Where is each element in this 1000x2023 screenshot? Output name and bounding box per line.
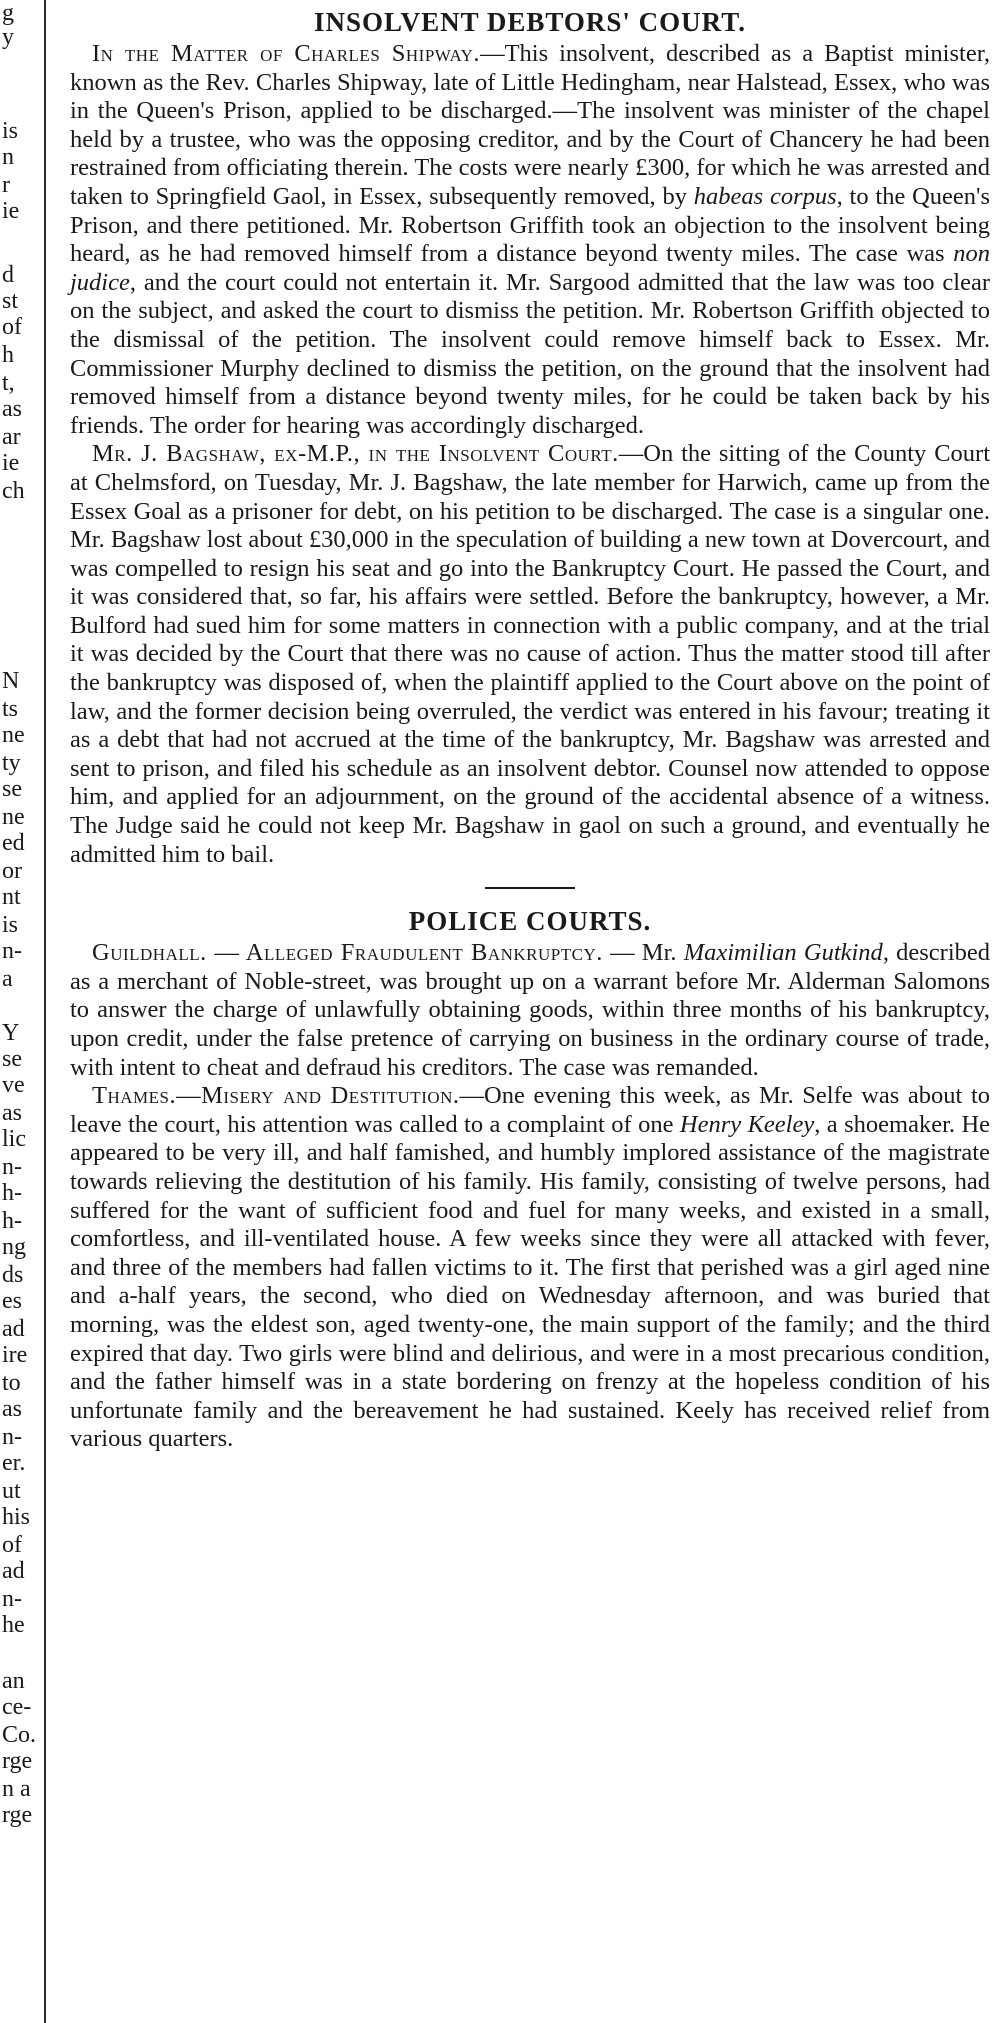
section-separator-rule xyxy=(485,887,575,889)
adjacent-column-fragment: he xyxy=(2,1612,25,1638)
adjacent-column-fragment: ar xyxy=(2,424,21,450)
adjacent-column-fragment: st xyxy=(2,288,19,314)
paragraph-lead-thames: Thames.—Misery and Destitution. xyxy=(92,1082,460,1110)
article-paragraph-thames xyxy=(70,1082,990,1454)
paragraph-lead-shipway: In the Matter of Charles Shipway. xyxy=(92,40,481,67)
article-heading-police-courts: POLICE COURTS. xyxy=(408,906,652,937)
adjacent-column-fragment: ng xyxy=(2,1234,26,1260)
adjacent-column-fragment: N xyxy=(2,668,20,694)
adjacent-column-fragment: as xyxy=(2,396,22,422)
paragraph-text: , to the Queen's Prison, and there petitioned. Mr. Robertson Griffith took an objection to the insolvent being heard, as he had removed himself from a distance beyond twenty miles. The case was xyxy=(70,182,990,268)
paragraph-text: —On the sitting of the County Court at Chelmsford, on Tuesday, Mr. J. Bagshaw, the late member for Harwich, came up from the Essex Goal as a prisoner for debt, on his petition to be discharged. The case is a singular one. Mr. Bagshaw lost about £30,000 in the speculation of building a new town at Dovercourt, and was compelled to resign his seat and go into the Bankruptcy Court. He passed the Court, and it was considered that, so far, his affairs were settled. Before the bankruptcy, however, a Mr. Bulford had sued him for some matters in connection with a public company, and at the trial it was decided by the Court that there was no cause of action. Thus the matter stood till after the bankruptcy was disposed of, when the plaintiff applied to the Court above on the point of law, and the former decision being overruled, the verdict was entered in his favour; treating it as a debt that had not accrued at the time of the bankruptcy, Mr. Bagshaw was arrested and sent to prison, and filed his schedule as an insolvent debtor. Counsel now attended to oppose him, and applied for an adjournment, on the ground of the accidental absence of a witness. The Judge said he could not keep Mr. Bagshaw in gaol on such a ground, and eventually he admitted him to bail. xyxy=(70,440,991,868)
adjacent-column-fragment: n xyxy=(2,144,14,170)
adjacent-column-fragment: ed xyxy=(2,830,25,856)
adjacent-column-fragment: ad xyxy=(2,1558,25,1584)
adjacent-column-fragment: an xyxy=(2,1668,25,1694)
article-paragraph-bagshaw xyxy=(70,440,990,869)
adjacent-column-fragment: to xyxy=(2,1370,21,1396)
adjacent-column-fragment: n- xyxy=(2,1424,22,1450)
adjacent-column-fragment: of xyxy=(2,1532,22,1558)
adjacent-column-fragment: se xyxy=(2,1046,22,1072)
adjacent-column-fragment: ad xyxy=(2,1316,25,1342)
adjacent-column-fragment: rge xyxy=(2,1748,33,1774)
adjacent-column-fragment: as xyxy=(2,1396,22,1422)
paragraph-text: —One evening this week, as Mr. Selfe was about to leave the court, his attention was called to a complaint of one xyxy=(70,1082,990,1138)
adjacent-column-fragment: n- xyxy=(2,938,22,964)
adjacent-column-fragment: a xyxy=(2,966,13,992)
adjacent-column-fragment: h- xyxy=(2,1180,22,1206)
adjacent-column-fragment: ie xyxy=(2,198,20,224)
adjacent-column-fragment: ce- xyxy=(2,1694,32,1720)
adjacent-column-fragment: ne xyxy=(2,722,25,748)
adjacent-column-fragment: ie xyxy=(2,450,20,476)
adjacent-column-fragment: h xyxy=(2,342,14,368)
paragraph-text: , a shoemaker. He appeared to be very ill, and half famished, and humbly implored assistance of the magistrate towards relieving the destitution of his family. His family, consisting of twelve persons, had suffered for the want of sufficient food and fuel for many weeks, and existed in a small, comfortless, and ill-ventilated house. A few weeks since they were all attacked with fever, and three of the members had fallen victims to it. The first that perished was a girl aged nine and a-half years, the second, who died on Wednesday afternoon, and was buried that morning, was the eldest son, aged twenty-one, the main support of the family; and the third expired that day. Two girls were blind and delirious, and were in a most precarious condition, and the father himself was in a state bordering on frenzy at the hopeless condition of his unfortunate family and the bereavement he had sustained. Keely has received relief from various quarters. xyxy=(70,1110,991,1453)
adjacent-column-fragment: ire xyxy=(2,1342,28,1368)
adjacent-column-fragment: y xyxy=(2,24,14,50)
adjacent-column-fragment: is xyxy=(2,912,19,938)
adjacent-column-fragment: g xyxy=(2,0,14,26)
adjacent-column-fragment: rge xyxy=(2,1802,33,1828)
article-paragraph-guildhall xyxy=(70,939,990,1082)
italic-text-habeas-corpus: habeas corpus xyxy=(693,182,837,210)
adjacent-column-fragment: is xyxy=(2,118,19,144)
italic-text-keeley: Henry Keeley xyxy=(679,1110,815,1138)
article-paragraph-shipway xyxy=(70,40,990,440)
adjacent-column-fragment: Y xyxy=(2,1020,20,1046)
paragraph-lead-bagshaw: Mr. J. Bagshaw, ex-M.P., in the Insolvent Court. xyxy=(92,440,619,468)
adjacent-column-fragment: ut xyxy=(2,1478,21,1504)
adjacent-column-fragment: or xyxy=(2,858,22,884)
adjacent-column-fragment: n a xyxy=(2,1776,31,1802)
adjacent-column-fragment: of xyxy=(2,314,22,340)
adjacent-column-fragment: ch xyxy=(2,478,25,504)
adjacent-column-fragment: as xyxy=(2,1100,22,1126)
adjacent-column-fragment: lic xyxy=(2,1126,26,1152)
adjacent-column-fragment: ve xyxy=(2,1072,25,1098)
adjacent-column-fragment: se xyxy=(2,776,22,802)
adjacent-column-fragment: his xyxy=(2,1504,31,1530)
column-divider xyxy=(44,0,46,2023)
adjacent-column-fragments xyxy=(0,0,40,2023)
adjacent-column-fragment: ne xyxy=(2,804,25,830)
paragraph-lead-guildhall: Guildhall. — Alleged Fraudulent Bankruptcy. xyxy=(92,939,603,967)
adjacent-column-fragment: es xyxy=(2,1288,22,1314)
article-heading-insolvent-debtors-court: INSOLVENT DEBTORS' COURT. xyxy=(314,7,746,37)
adjacent-column-fragment: ty xyxy=(2,750,21,776)
adjacent-column-fragment: n- xyxy=(2,1154,22,1180)
paragraph-text: , described as a merchant of Noble-street, was brought up on a warrant before Mr. Alderman Salomons to answer the charge of unlawfully obtaining goods, within three months of his bankruptcy, upon credit, under the false pretence of carrying on business in the ordinary course of trade, with intent to cheat and defraud his creditors. The case was remanded. xyxy=(70,939,991,1081)
adjacent-column-fragment: n- xyxy=(2,1586,22,1612)
adjacent-column-fragment: r xyxy=(2,172,10,198)
adjacent-column-fragment: er. xyxy=(2,1450,26,1476)
adjacent-column-fragment: nt xyxy=(2,884,21,910)
main-column xyxy=(70,6,990,1454)
italic-text-gutkind: Maximilian Gutkind xyxy=(683,939,883,967)
adjacent-column-fragment: h- xyxy=(2,1208,22,1234)
adjacent-column-fragment: Co. xyxy=(2,1722,37,1748)
adjacent-column-fragment: ts xyxy=(2,696,19,722)
italic-text-non-judice: non judice xyxy=(70,240,990,296)
adjacent-column-fragment: ds xyxy=(2,1262,24,1288)
paragraph-text: —This insolvent, described as a Baptist minister, known as the Rev. Charles Shipway, late of Little Hedingham, near Halstead, Essex, who was in the Queen's Prison, applied to be discharged.—The insolvent was minister of the chapel held by a trustee, who was the opposing creditor, and by the Court of Chancery he had been restrained from officiating therein. The costs were nearly £300, for which he was arrested and taken to Springfield Gaol, in Essex, subsequently removed, by xyxy=(70,40,990,210)
adjacent-column-fragment: t, xyxy=(2,370,15,396)
adjacent-column-fragment: d xyxy=(2,262,14,288)
paragraph-text: , and the court could not entertain it. Mr. Sargood admitted that the law was too clear on the subject, and asked the court to dismiss the petition. Mr. Robertson Griffith objected to the dismissal of the petition. The insolvent could remove himself back to Essex. Mr. Commissioner Murphy declined to dismiss the petition, on the ground that the insolvent had removed himself from a distance beyond twenty miles, for he could be taken back by his friends. The order for hearing was accordingly discharged. xyxy=(70,268,990,439)
paragraph-text: — Mr. xyxy=(602,939,684,967)
